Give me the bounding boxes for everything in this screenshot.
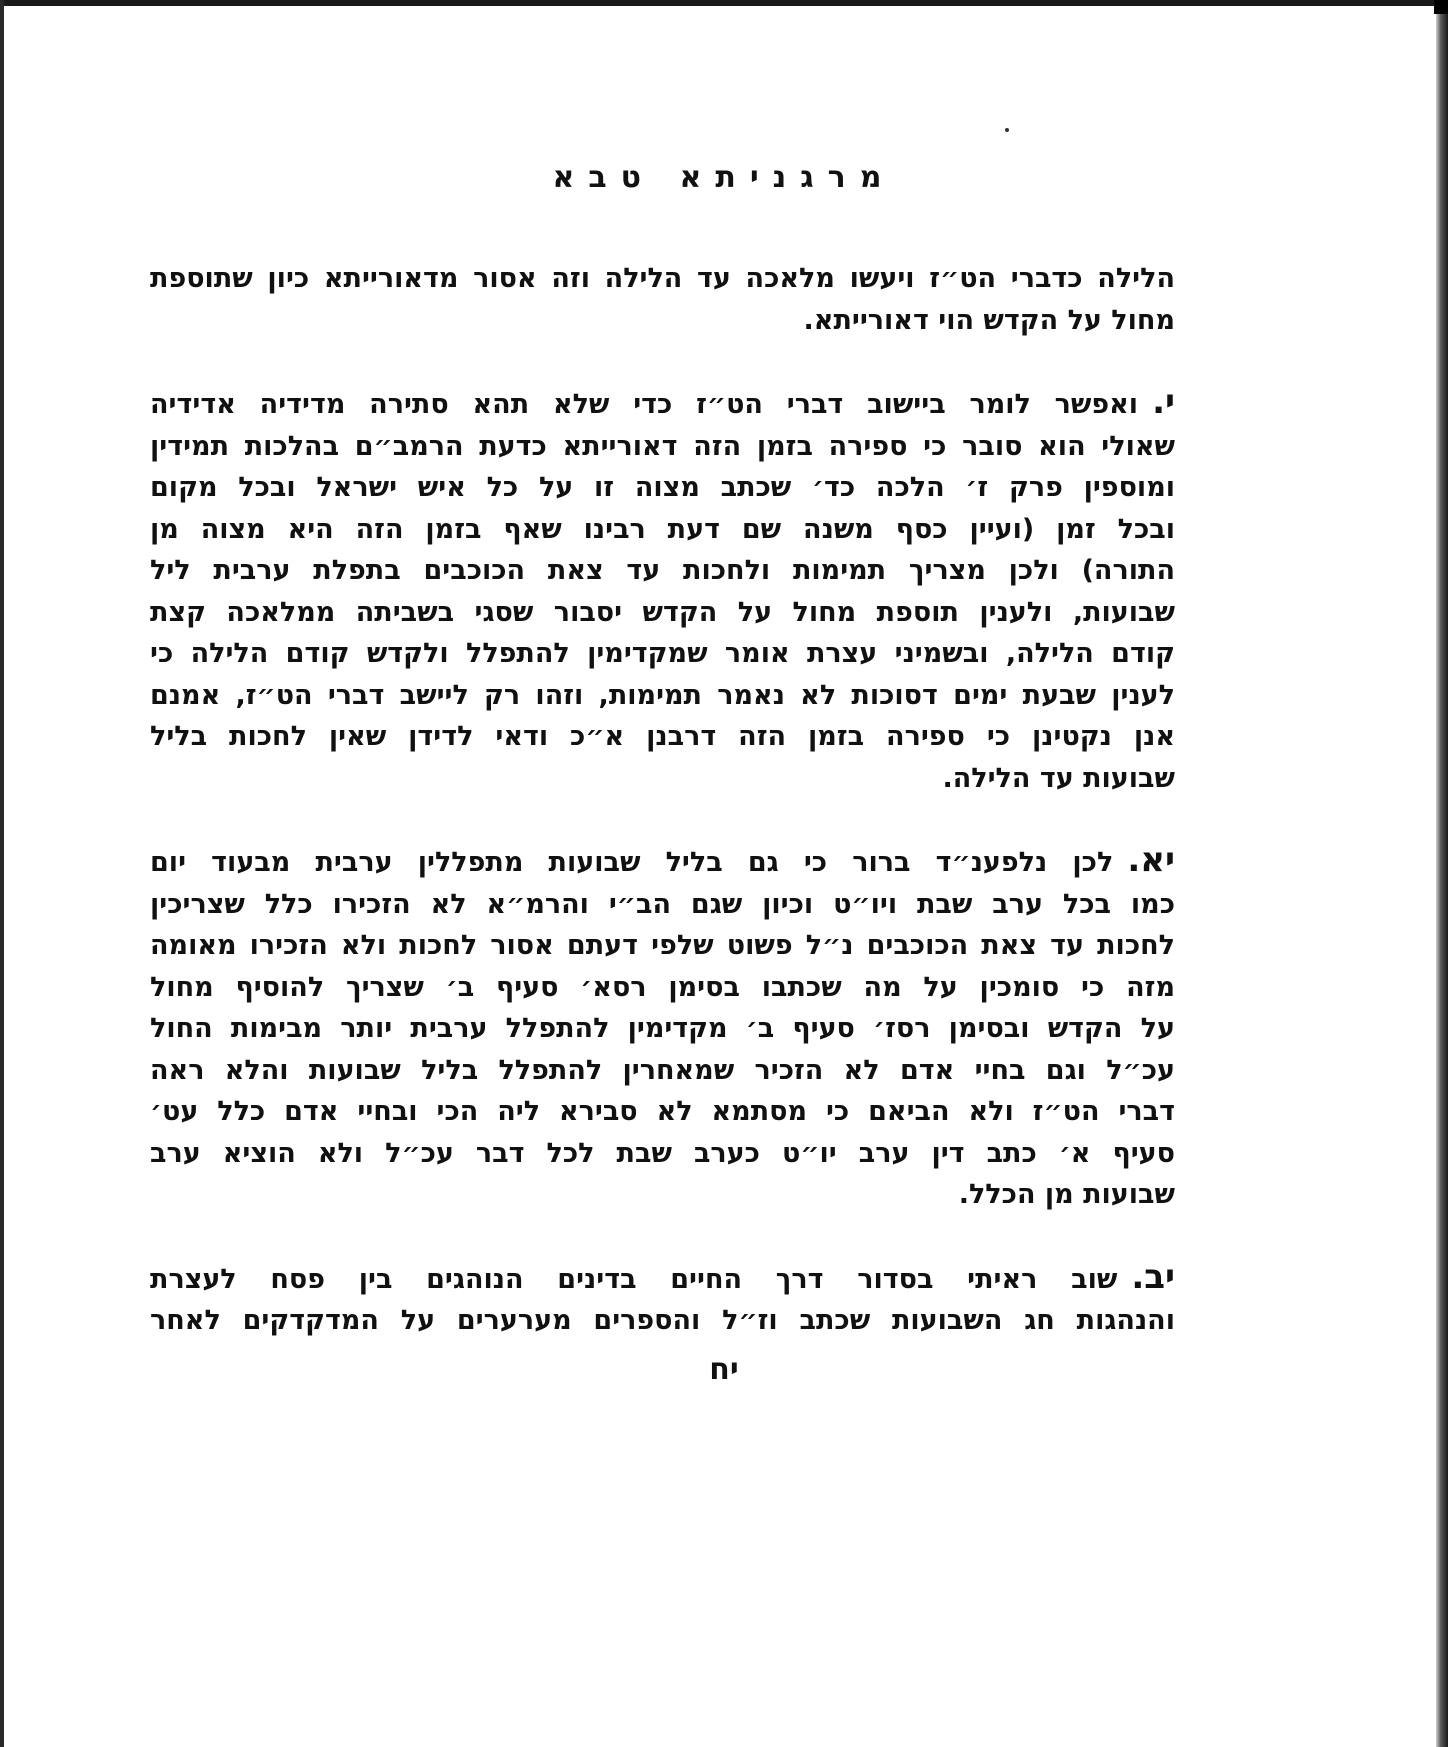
text-line: מחול על הקדש הוי דאורייתא. (803, 304, 1175, 336)
text-line-content: שוב ראיתי בסדור דרך החיים בדינים הנוהגים בין פסח לעצרת (150, 1263, 1118, 1295)
paragraph-12 (150, 1257, 1175, 1342)
scan-border-top (0, 0, 1448, 6)
text-line: קודם הלילה, ובשמיני עצרת אומר שמקדימין להתפלל ולקדש קודם הלילה כי (150, 638, 1175, 669)
text-line: אנן נקטינן כי ספירה בזמן הזה דרבנן א״כ ודאי לדידן שאין לחכות בליל (150, 721, 1175, 752)
text-line: לחכות עד צאת הכוכבים נ״ל פשוט שלפי דעתם אסור לחכות ולא הזכירו מאומה (150, 930, 1175, 961)
text-line: לענין שבעת ימים דסוכות לא נאמר תמימות, וזהו רק ליישב דברי הט״ז, אמנם (150, 679, 1175, 711)
text-line: התורה) ולכן מצריך תמימות ולחכות עד צאת הכוכבים בתפלת ערבית ליל (150, 555, 1175, 586)
body-text (150, 258, 1175, 1383)
text-line: שבועות מן הכלל. (958, 1179, 1175, 1210)
text-line: עכ״ל וגם בחיי אדם לא הזכיר שמאחרין להתפלל בליל שבועות והלא ראה (150, 1054, 1175, 1086)
scan-corner-mark (1434, 0, 1448, 14)
text-line: כמו בכל ערב שבת ויו״ט וכיון שגם הב״י והרמ״א לא הזכירו כלל שצריכין (150, 888, 1175, 920)
text-line: סעיף א׳ כתב דין ערב יו״ט כערב שבת לכל דבר עכ״ל ולא הוציא ערב (150, 1137, 1175, 1169)
text-line: שאולי הוא סובר כי ספירה בזמן הזה דאורייתא כדעת הרמב״ם בהלכות תמידין (150, 430, 1175, 462)
scan-dust-speck (1005, 128, 1009, 132)
paragraph-continuation (150, 258, 1175, 341)
text-line: על הקדש ובסימן רסז׳ סעיף ב׳ מקדימין להתפלל ערבית יותר מבימות החול (150, 1013, 1175, 1044)
paragraph-11 (150, 840, 1175, 1216)
text-line (150, 1257, 1175, 1301)
paragraph-number: י. (1152, 382, 1175, 422)
text-line: הלילה כדברי הט״ז ויעשו מלאכה עד הלילה וזה אסור מדאורייתא כיון שתוספת (150, 263, 1175, 294)
text-line: ומוספין פרק ז׳ הלכה כד׳ שכתב מצוה זו על כל איש ישראל ובכל מקום (150, 472, 1175, 503)
text-line: מזה כי סומכין על מה שכתבו בסימן רסא׳ סעיף ב׳ שצריך להוסיף מחול (150, 971, 1175, 1003)
text-line (150, 382, 1175, 426)
scan-border-right (1436, 0, 1448, 1747)
scan-border-left (0, 0, 4, 1747)
text-line-content: לכן נלפענ״ד ברור כי גם בליל שבועות מתפללין ערבית מבעוד יום (150, 847, 1114, 878)
paragraph-10 (150, 382, 1175, 799)
paragraph-number: יא. (1127, 840, 1175, 880)
text-line: והנהגות חג השבועות שכתב וז״ל והספרים מערערים על המדקדקים לאחר (150, 1305, 1175, 1336)
paragraph-number: יב. (1131, 1256, 1175, 1297)
page-number: יח (709, 1352, 739, 1387)
text-line-content: ואפשר לומר ביישוב דברי הט״ז כדי שלא תהא סתירה מדידיה אדידיה (150, 389, 1139, 420)
running-head: מרגניתא טבא (552, 160, 896, 195)
text-line: שבועות עד הלילה. (942, 762, 1175, 794)
text-line: דברי הט״ז ולא הביאם כי מסתמא לא סבירא ליה הכי ובחיי אדם כלל עט׳ (150, 1096, 1175, 1127)
text-line (150, 840, 1175, 884)
text-line: ובכל זמן (ועיין כסף משנה שם דעת רבינו שאף בזמן הזה היא מצוה מן (150, 513, 1175, 545)
text-line: שבועות, ולענין תוספת מחול על הקדש יסבור שסגי בשביתה ממלאכה קצת (150, 596, 1175, 628)
